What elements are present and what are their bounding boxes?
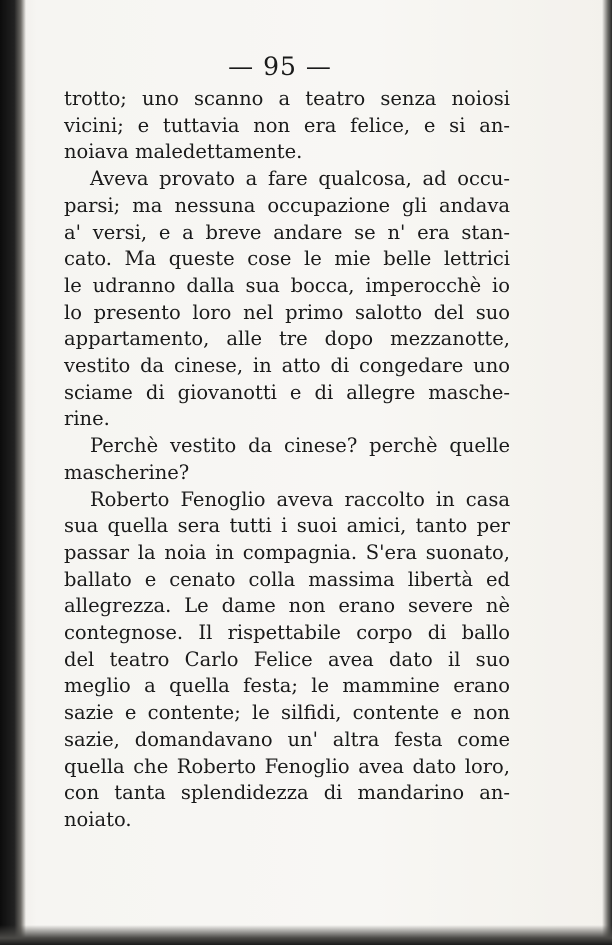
text-line: sciame di giovanotti e di allegre masche-: [64, 380, 510, 404]
text-line: sazie e contente; le silfidi, contente e non: [64, 701, 510, 725]
text-line: noiato.: [64, 807, 132, 831]
text-line: meglio a quella festa; le mammine erano: [64, 674, 510, 698]
text-line: vicini; e tuttavia non era felice, e si an-: [64, 113, 510, 137]
text-line: trotto; uno scanno a teatro senza noiosi: [64, 87, 510, 110]
text-line: a' versi, e a breve andare se n' era stan-: [64, 220, 510, 244]
text-line: rine.: [64, 407, 110, 431]
text-line: quella che Roberto Fenoglio avea dato loro,: [64, 754, 510, 778]
text-line: del teatro Carlo Felice avea dato il suo: [64, 647, 510, 671]
text-line: appartamento, alle tre dopo mezzanotte,: [64, 327, 510, 351]
page-edge-shadow: [602, 0, 612, 945]
text-line: allegrezza. Le dame non erano severe nè: [64, 594, 510, 618]
text-line: parsi; ma nessuna occupazione gli andava: [64, 193, 510, 217]
text-line: Aveva provato a fare qualcosa, ad occu-: [90, 167, 510, 191]
text-line: lo presento loro nel primo salotto del suo: [64, 300, 510, 324]
page-text: [64, 86, 510, 834]
text-line: cato. Ma queste cose le mie belle lettrici: [64, 247, 510, 271]
text-line: mascherine?: [64, 460, 190, 484]
book-spine-shadow: [0, 0, 26, 945]
text-line: ballato e cenato colla massima libertà ed: [64, 567, 510, 591]
text-line: Roberto Fenoglio aveva raccolto in casa: [90, 487, 510, 511]
text-line: sua quella sera tutti i suoi amici, tanto per: [64, 514, 510, 538]
text-line: noiava maledettamente.: [64, 140, 303, 164]
text-line: con tanta splendidezza di mandarino an-: [64, 781, 510, 805]
page-bottom-shadow: [0, 925, 612, 945]
text-line: vestito da cinese, in atto di congedare uno: [64, 354, 510, 378]
text-line: Perchè vestito da cinese? perchè quelle: [90, 434, 510, 458]
text-line: sazie, domandavano un' altra festa come: [64, 727, 510, 751]
text-line: le udranno dalla sua bocca, imperocchè io: [64, 273, 510, 297]
text-line: passar la noia in compagnia. S'era suonato,: [64, 540, 510, 564]
page-number: — 95 —: [228, 52, 332, 81]
text-line: contegnose. Il rispettabile corpo di ballo: [64, 621, 510, 645]
